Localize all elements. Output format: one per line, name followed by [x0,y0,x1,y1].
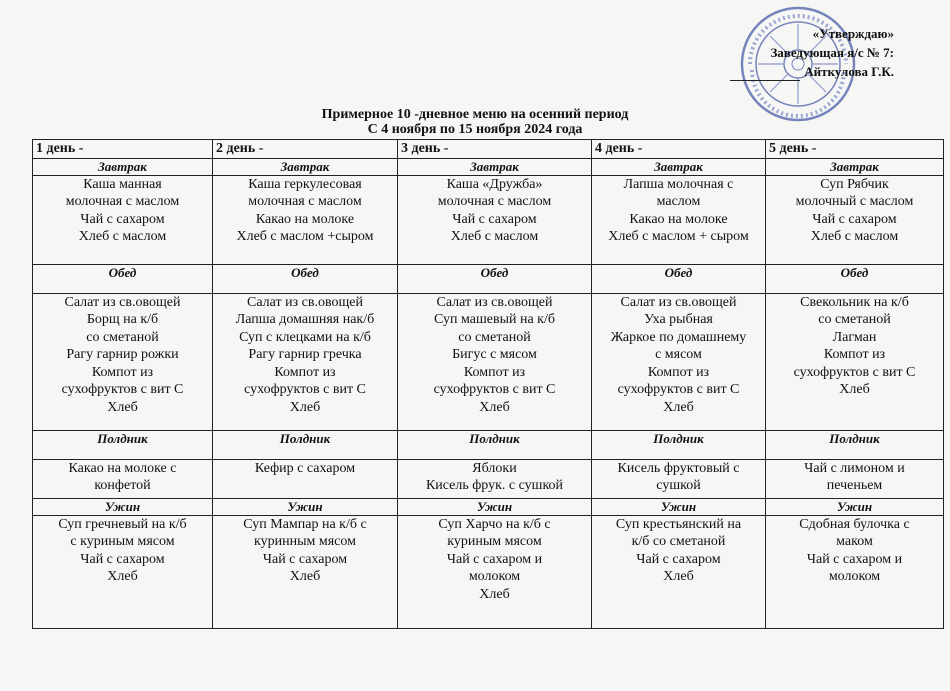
menu-cell [398,459,592,498]
lunch-label-row [33,264,944,293]
dish-item: Хлеб [479,586,510,602]
dish-item: сухофруктов с вит С [433,382,556,397]
dish-item: Чай с сахаром [812,211,897,227]
breakfast-label-row [33,158,944,175]
menu-period: С 4 ноября по 15 ноября 2024 года [367,122,583,137]
dish-item: Суп гречневый на к/б [58,516,187,532]
snack-row [33,459,944,498]
days-header-row [33,140,944,159]
dish-item: Какао на молоке [629,211,728,227]
meal-label: Полдник [33,430,213,459]
menu-cell [766,459,944,498]
dish-item: молоком [828,569,881,584]
dish-item: молочная с маслом [65,194,180,209]
dish-item: Чай с сахаром [262,551,348,567]
dish-item: с куриным мясом [70,534,175,549]
signature-line [730,80,800,81]
dish-item: молочный с маслом [795,194,914,209]
meal-label: Полдник [213,430,398,459]
dish-item: куриным мясом [447,534,542,549]
dish-item: Рагу гарнир рожки [66,347,179,362]
dish-item: Суп с клецками на к/б [239,329,371,345]
dish-item: Лапша домашняя нак/б [235,312,375,327]
day-header: 4 день - [592,140,766,159]
menu-cell [213,515,398,628]
dish-item: Кисель фрук. с сушкой [425,478,564,493]
dish-item: молоком [468,569,521,584]
dish-item: сухофруктов с вит С [61,382,184,397]
meal-label: Обед [592,264,766,293]
dish-item: Компот из [647,364,710,380]
dish-item: Суп Рябчик [820,176,889,192]
dish-item: Компот из [463,364,526,380]
meal-label: Обед [766,264,944,293]
dish-item: с мясом [655,347,702,362]
dish-item: Кисель фруктовый с [617,460,740,476]
dish-item: Хлеб [663,569,694,584]
menu-cell [766,515,944,628]
dish-item: Суп Мампар на к/б с [243,516,367,532]
dish-item: Суп крестьянский на [615,516,742,532]
dish-item: со сметаной [818,312,891,327]
dish-item: Суп машевый на к/б [434,312,555,327]
menu-cell [592,515,766,628]
dish-item: Хлеб [289,569,321,584]
dish-item: со сметаной [86,329,159,345]
meal-label: Завтрак [592,158,766,175]
dish-item: Каша манная [83,176,162,192]
menu-cell [213,293,398,430]
snack-label-row [33,430,944,459]
dish-item: конфетой [94,478,151,493]
menu-table [32,139,944,629]
meal-label: Ужин [33,498,213,515]
dish-item: молочная с маслом [248,194,362,209]
approval-line-2: Заведующая я/с № 7: [770,45,894,60]
menu-cell [398,515,592,628]
dish-item: Борщ на к/б [86,312,159,327]
approval-line-1: «Утверждаю» [812,26,894,41]
day-header: 3 день - [398,140,592,159]
dish-item: Свекольник на к/б [800,294,909,310]
menu-title: Примерное 10 -дневное меню на осенний период [321,107,629,122]
meal-label: Обед [33,264,213,293]
day-header: 5 день - [766,140,944,159]
dish-item: Хлеб [289,399,321,415]
dish-item: Хлеб с маслом [810,229,899,244]
supper-row [33,515,944,628]
approver-name: Айткулова Г.К. [804,64,894,79]
dish-item: Какао на молоке с [68,460,177,476]
dish-item: Каша «Дружба» [446,176,543,192]
dish-item: Компот из [823,347,886,362]
dish-item: Сдобная булочка с [799,516,910,532]
meal-label: Обед [398,264,592,293]
dish-item: со сметаной [458,329,531,345]
day-header: 1 день - [33,140,213,159]
dish-item: маслом [656,194,701,209]
dish-item: сушкой [656,478,701,493]
dish-item: Жаркое по домашнему [610,329,747,345]
menu-cell [592,293,766,430]
dish-item: Лагман [832,329,877,345]
meal-label: Завтрак [33,158,213,175]
dish-item: Хлеб с маслом [450,229,539,244]
dish-item: Чай с лимоном и [804,460,905,476]
dish-item: маком [836,534,873,549]
approval-line-3 [730,62,894,81]
dish-item: Хлеб [479,399,510,415]
menu-cell [766,175,944,264]
dish-item: Чай с сахаром и [806,551,903,567]
meal-label: Полдник [398,430,592,459]
meal-label: Полдник [766,430,944,459]
dish-item: Суп Харчо на к/б с [438,516,551,532]
dish-item: Хлеб [107,569,138,584]
dish-item: Хлеб [107,399,138,415]
dish-item: Бигус с мясом [452,347,537,362]
dish-item: печеньем [826,478,883,493]
dish-item: куринным мясом [254,534,356,549]
dish-item: Каша геркулесовая [248,176,362,192]
dish-item: Салат из св.овощей [436,294,553,310]
day-header: 2 день - [213,140,398,159]
menu-cell [33,515,213,628]
dish-item: Чай с сахаром [636,551,721,567]
menu-cell [766,293,944,430]
dish-item: Какао на молоке [255,211,355,227]
dish-item: Чай с сахаром [80,551,165,567]
dish-item: Компот из [91,364,154,380]
menu-cell [33,293,213,430]
dish-item: Салат из св.овощей [620,294,737,310]
dish-item: Чай с сахаром и [446,551,543,567]
dish-item: Хлеб с маслом +сыром [236,229,374,244]
dish-item: к/б со сметаной [631,534,726,549]
menu-cell [592,175,766,264]
dish-item: Салат из св.овощей [247,294,363,310]
dish-item: Чай с сахаром [452,211,537,227]
dish-item: сухофруктов с вит С [244,382,366,397]
dish-item: Лапша молочная с [623,176,734,192]
dish-item: Уха рыбная [644,312,713,327]
dish-item: Салат из св.овощей [64,294,181,310]
meal-label: Ужин [766,498,944,515]
dish-item: сухофруктов с вит С [793,364,916,380]
dish-item: Хлеб с маслом [78,229,167,244]
meal-label: Завтрак [398,158,592,175]
dish-item: Хлеб [839,382,870,397]
dish-item: Рагу гарнир гречка [248,347,362,362]
dish-item: Хлеб [663,399,694,415]
meal-label: Ужин [592,498,766,515]
dish-item: сухофруктов с вит С [617,382,740,397]
meal-label: Ужин [213,498,398,515]
breakfast-row [33,175,944,264]
lunch-row [33,293,944,430]
meal-label: Полдник [592,430,766,459]
dish-item: Хлеб с маслом + сыром [608,229,749,244]
dish-item: Чай с сахаром [80,211,165,227]
approval-block [730,24,894,81]
menu-cell [398,293,592,430]
meal-label: Обед [213,264,398,293]
menu-cell [33,459,213,498]
menu-cell [33,175,213,264]
supper-label-row [33,498,944,515]
menu-cell [213,459,398,498]
menu-cell [398,175,592,264]
meal-label: Ужин [398,498,592,515]
dish-item: Кефир с сахаром [254,460,356,476]
dish-item: Яблоки [472,460,517,476]
dish-item: Компот из [274,364,336,380]
dish-item: молочная с маслом [437,194,552,209]
menu-cell [213,175,398,264]
meal-label: Завтрак [766,158,944,175]
menu-cell [592,459,766,498]
meal-label: Завтрак [213,158,398,175]
